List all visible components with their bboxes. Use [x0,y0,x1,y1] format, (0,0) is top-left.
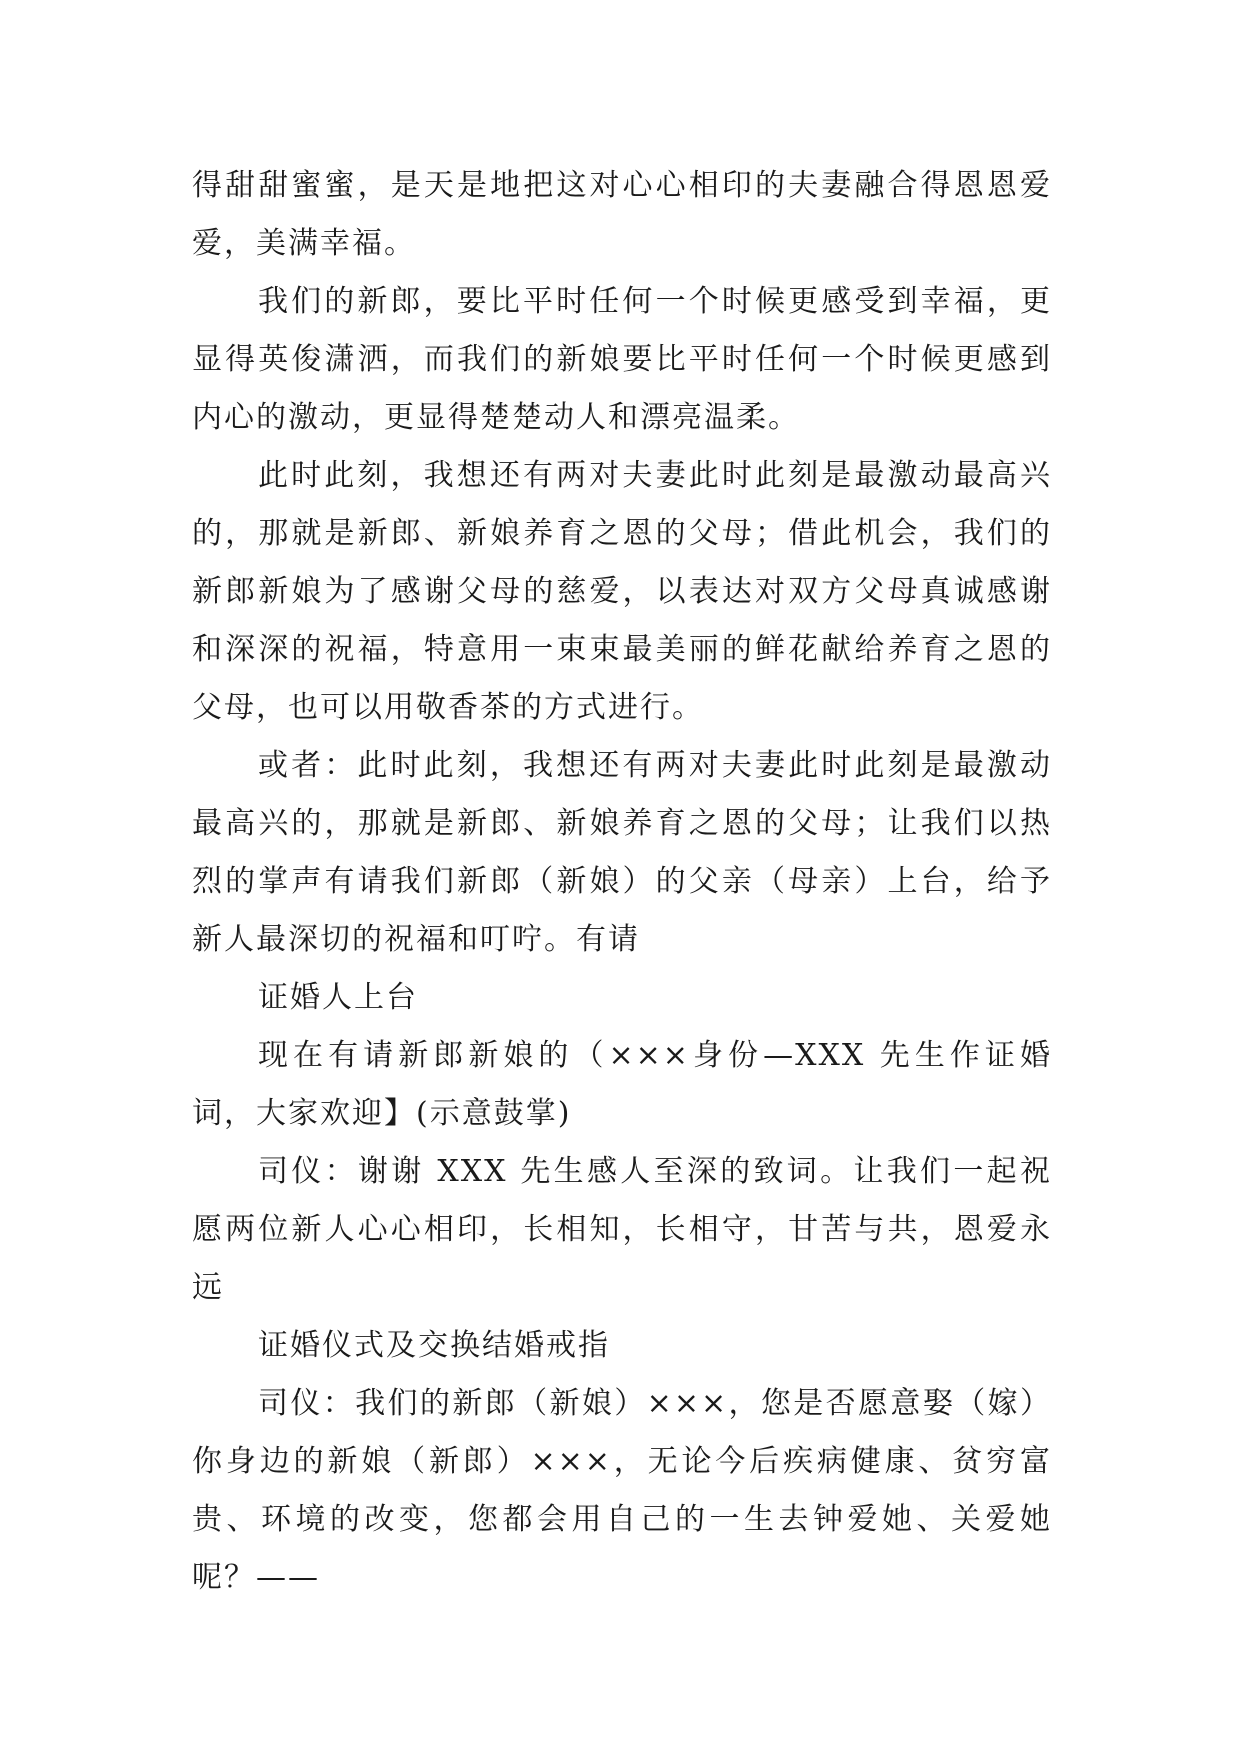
paragraph: 或者：此时此刻，我想还有两对夫妻此时此刻是最激动最高兴的，那就是新郎、新娘养育之恩的父母；让我们以热烈的掌声有请我们新郎（新娘）的父亲（母亲）上台，给予新人最深切的祝福和叮咛。有请 [192,748,1052,957]
section-heading: 证婚仪式及交换结婚戒指 [258,1328,610,1363]
paragraph: 现在有请新郎新娘的（×××身份—XXX 先生作证婚词，大家欢迎】(示意鼓掌) [192,1038,1052,1131]
paragraph: 我们的新郎，要比平时任何一个时候更感受到幸福，更显得英俊潇洒，而我们的新娘要比平时任何一个时候更感到内心的激动，更显得楚楚动人和漂亮温柔。 [192,284,1052,435]
paragraph: 司仪：谢谢 XXX 先生感人至深的致词。让我们一起祝愿两位新人心心相印，长相知，长相守，甘苦与共，恩爱永远 [192,1154,1052,1305]
paragraph: 得甜甜蜜蜜，是天是地把这对心心相印的夫妻融合得恩恩爱爱，美满幸福。 [192,168,1052,261]
section-heading: 证婚人上台 [258,980,418,1015]
document-page [192,157,1052,1607]
paragraph: 司仪：我们的新郎（新娘）×××，您是否愿意娶（嫁）你身边的新娘（新郎）×××，无论今后疾病健康、贫穷富贵、环境的改变，您都会用自己的一生去钟爱她、关爱她呢？—— [192,1386,1052,1595]
paragraph: 此时此刻，我想还有两对夫妻此时此刻是最激动最高兴的，那就是新郎、新娘养育之恩的父母；借此机会，我们的新郎新娘为了感谢父母的慈爱，以表达对双方父母真诚感谢和深深的祝福，特意用一束束最美丽的鲜花献给养育之恩的父母，也可以用敬香茶的方式进行。 [192,458,1052,725]
